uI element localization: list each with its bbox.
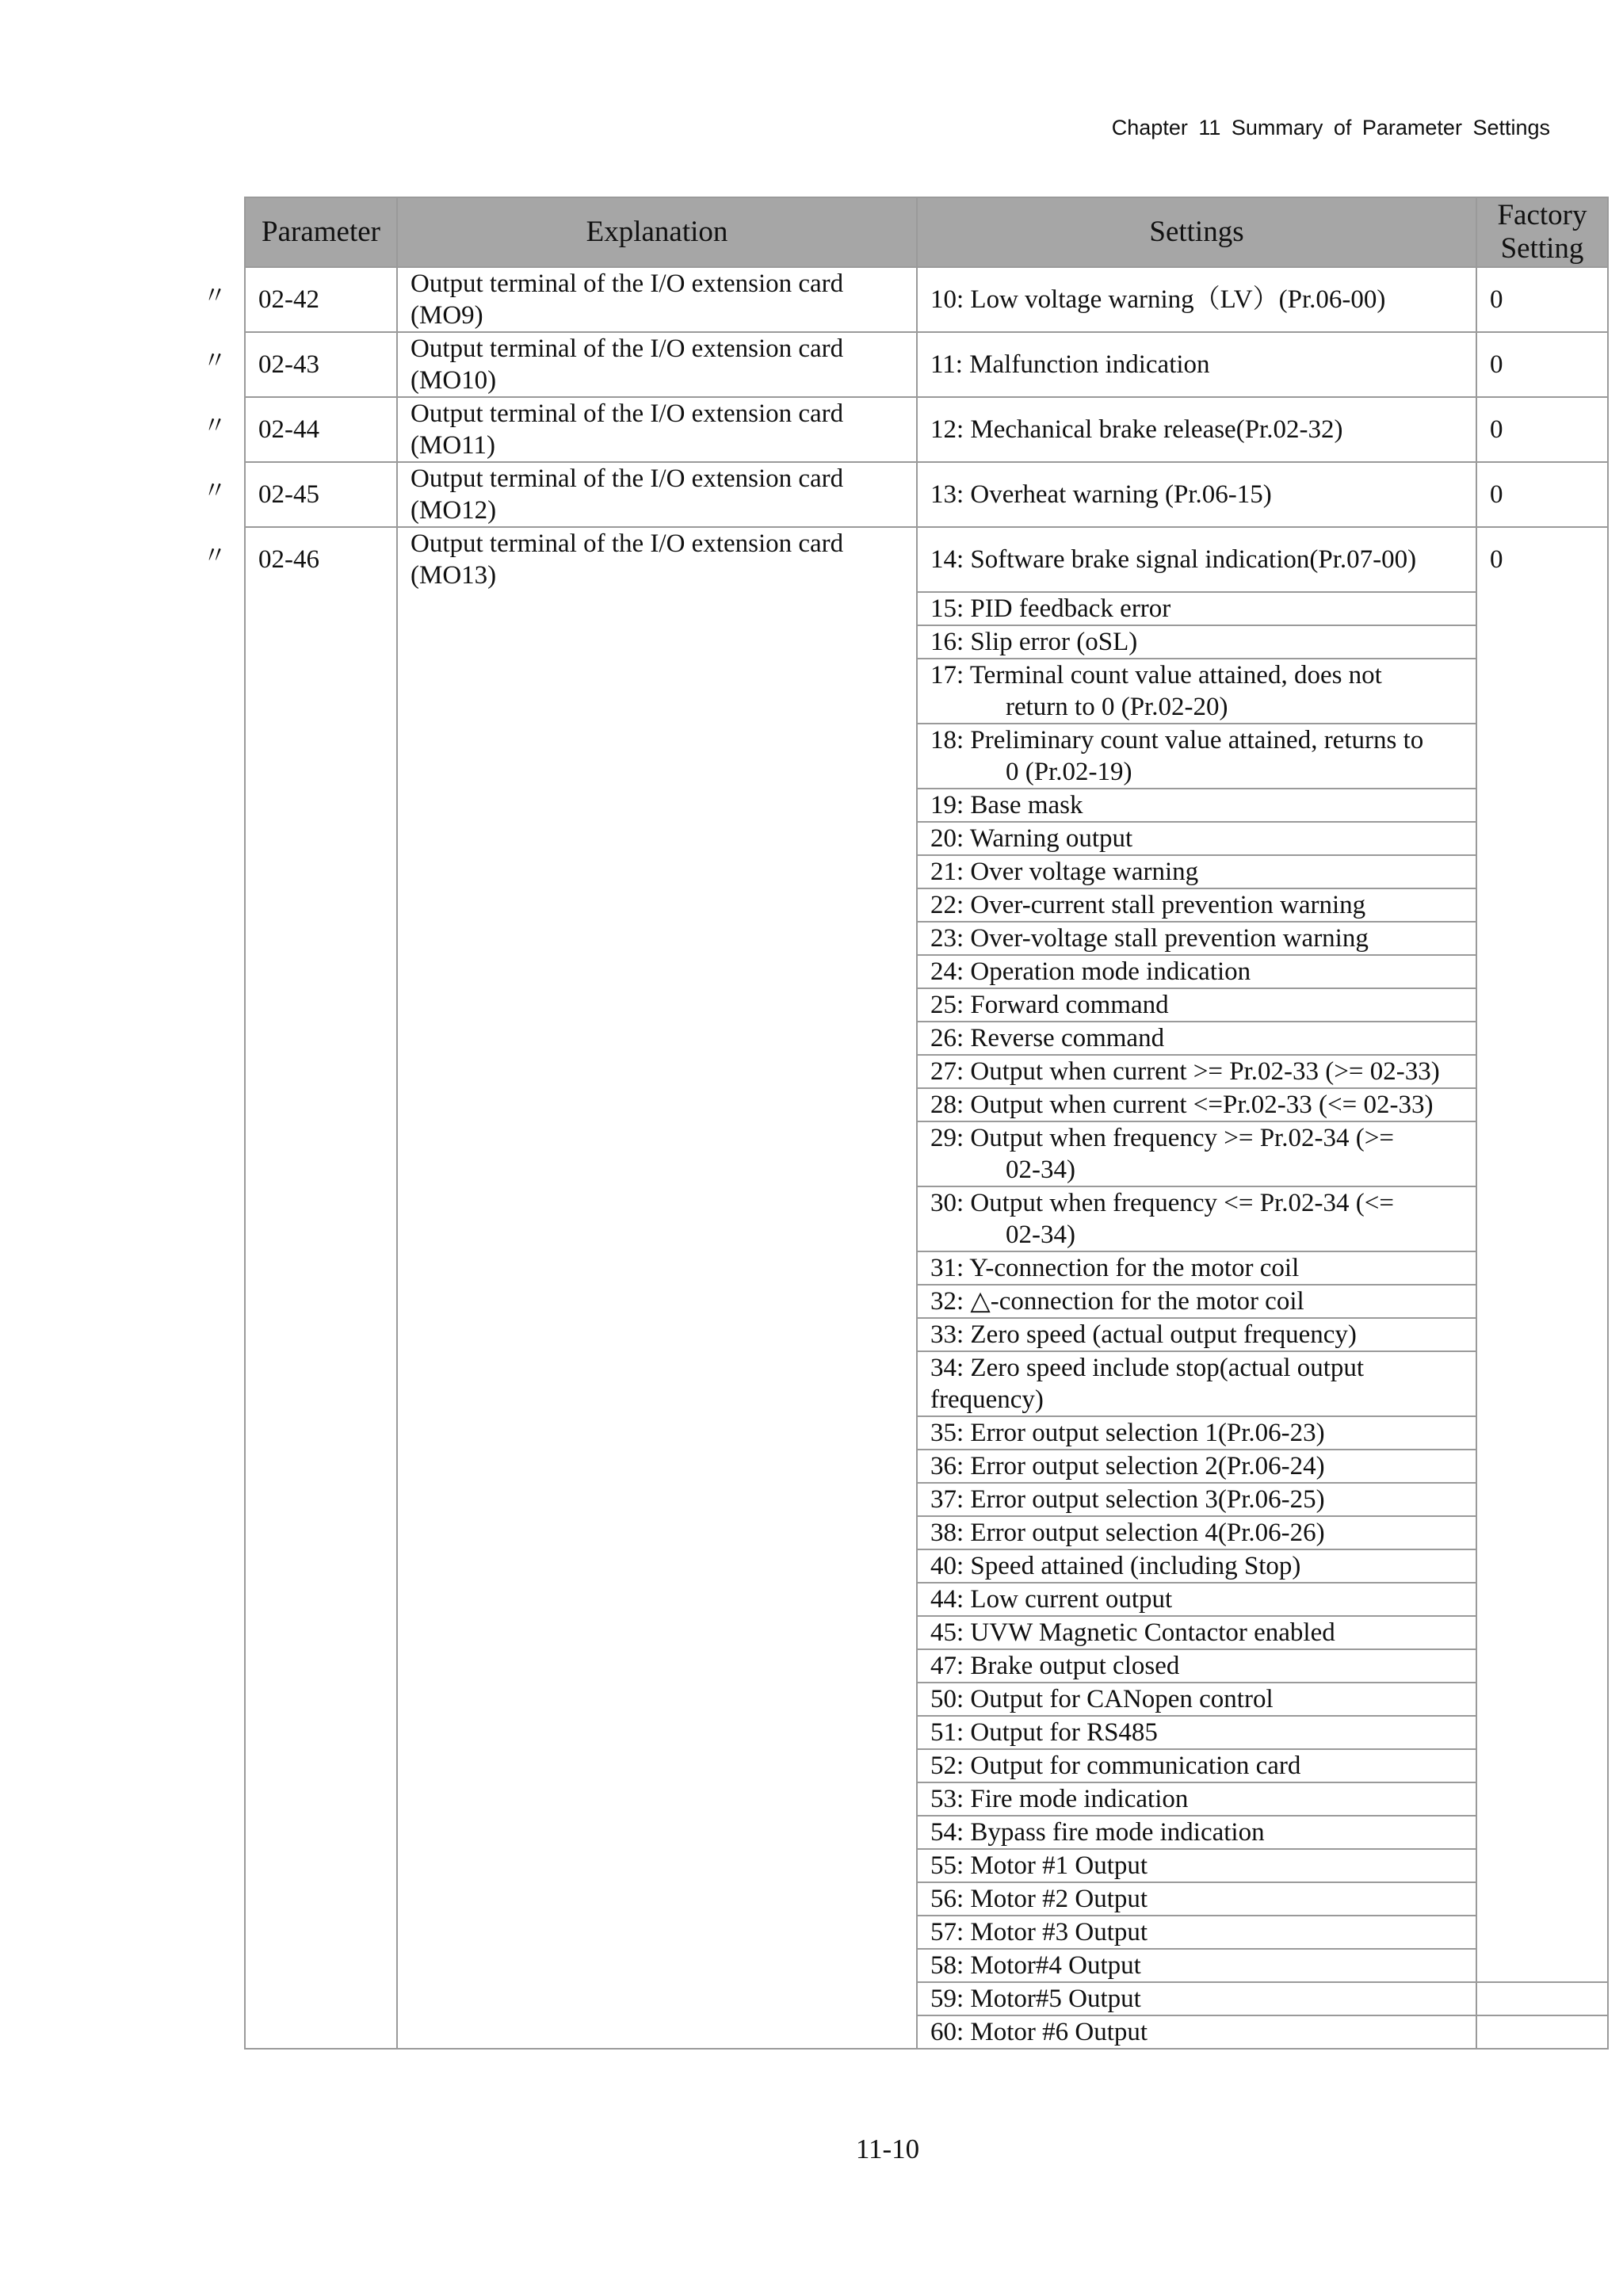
table-row — [245, 462, 1608, 527]
setting-option: 52: Output for communication card — [917, 1749, 1476, 1782]
setting-option-continuation: 0 (Pr.02-19) — [1006, 758, 1132, 786]
table-row — [245, 527, 1608, 592]
factory-header-line2: Setting — [1500, 232, 1584, 265]
setting-option: 36: Error output selection 2(Pr.06-24) — [917, 1450, 1476, 1483]
setting-option: 58: Motor#4 Output — [917, 1949, 1476, 1982]
parameter-setting: 13: Overheat warning (Pr.06-15) — [917, 462, 1476, 527]
setting-option: 21: Over voltage warning — [917, 855, 1476, 888]
parameter-setting: 11: Malfunction indication — [917, 332, 1476, 397]
page-number: 11-10 — [855, 2134, 920, 2164]
setting-option-continuation: 02-34) — [1006, 1156, 1075, 1184]
setting-option: 57: Motor #3 Output — [917, 1916, 1476, 1949]
column-header-explanation: Explanation — [397, 197, 917, 267]
setting-option: 23: Over-voltage stall prevention warning — [917, 922, 1476, 955]
parameter-code: 02-43 — [245, 332, 397, 397]
setting-option-text: 30: Output when frequency <= Pr.02-34 (<= — [930, 1189, 1394, 1217]
parameter-setting: 12: Mechanical brake release(Pr.02-32) — [917, 397, 1476, 462]
setting-option: 22: Over-current stall prevention warning — [917, 888, 1476, 922]
setting-option-text: 18: Preliminary count value attained, returns to — [930, 726, 1424, 755]
column-header-factory-setting — [1476, 197, 1608, 267]
parameter-explanation: Output terminal of the I/O extension card (MO9) — [397, 267, 917, 332]
setting-option: 40: Speed attained (including Stop) — [917, 1549, 1476, 1583]
parameter-code: 02-45 — [245, 462, 397, 527]
parameter-explanation: Output terminal of the I/O extension card (MO13) — [397, 527, 917, 2049]
factory-setting-value: 0 — [1476, 397, 1608, 462]
setting-option: 37: Error output selection 3(Pr.06-25) — [917, 1483, 1476, 1516]
setting-option: 55: Motor #1 Output — [917, 1849, 1476, 1882]
factory-setting-value: 0 — [1476, 332, 1608, 397]
setting-option: 15: PID feedback error — [917, 592, 1476, 625]
setting-option: 53: Fire mode indication — [917, 1782, 1476, 1816]
setting-option: 26: Reverse command — [917, 1022, 1476, 1055]
parameter-code: 02-44 — [245, 397, 397, 462]
adjustable-during-operation-icon: 〃 — [203, 542, 227, 570]
setting-option: 47: Brake output closed — [917, 1649, 1476, 1683]
factory-setting-empty — [1476, 2015, 1608, 2049]
setting-option: 38: Error output selection 4(Pr.06-26) — [917, 1516, 1476, 1549]
parameter-explanation: Output terminal of the I/O extension card (MO10) — [397, 332, 917, 397]
adjustable-during-operation-icon: 〃 — [203, 347, 227, 375]
table-header-row — [245, 197, 1608, 267]
setting-option: 19: Base mask — [917, 789, 1476, 822]
parameter-code: 02-42 — [245, 267, 397, 332]
setting-option — [917, 1121, 1476, 1186]
setting-option: 32: △-connection for the motor coil — [917, 1285, 1476, 1318]
setting-option-continuation: 02-34) — [1006, 1221, 1075, 1249]
parameter-setting: 14: Software brake signal indication(Pr.07-00) — [917, 527, 1476, 592]
adjustable-during-operation-icon: 〃 — [203, 282, 227, 310]
setting-option — [917, 1186, 1476, 1251]
setting-option: 25: Forward command — [917, 988, 1476, 1022]
table-row — [245, 267, 1608, 332]
parameter-explanation: Output terminal of the I/O extension card (MO11) — [397, 397, 917, 462]
setting-option — [917, 724, 1476, 789]
setting-option: 44: Low current output — [917, 1583, 1476, 1616]
setting-option: 28: Output when current <=Pr.02-33 (<= 02-33) — [917, 1088, 1476, 1121]
setting-option-continuation: return to 0 (Pr.02-20) — [1006, 693, 1228, 721]
setting-option: 24: Operation mode indication — [917, 955, 1476, 988]
table-row — [245, 332, 1608, 397]
setting-option: 31: Y-connection for the motor coil — [917, 1251, 1476, 1285]
table-body — [245, 267, 1608, 2049]
setting-option: 54: Bypass fire mode indication — [917, 1816, 1476, 1849]
setting-option: 50: Output for CANopen control — [917, 1683, 1476, 1716]
setting-option: 34: Zero speed include stop(actual output frequency) — [917, 1351, 1476, 1416]
factory-setting-value: 0 — [1476, 462, 1608, 527]
setting-option: 33: Zero speed (actual output frequency) — [917, 1318, 1476, 1351]
adjustable-during-operation-icon: 〃 — [203, 477, 227, 505]
setting-option: 20: Warning output — [917, 822, 1476, 855]
parameter-code: 02-46 — [245, 527, 397, 2049]
setting-option: 16: Slip error (oSL) — [917, 625, 1476, 659]
parameter-table — [244, 197, 1609, 2050]
factory-setting-value: 0 — [1476, 527, 1608, 1982]
setting-option: 60: Motor #6 Output — [917, 2015, 1476, 2049]
setting-option-text: 17: Terminal count value attained, does not — [930, 661, 1382, 690]
factory-setting-value: 0 — [1476, 267, 1608, 332]
column-header-settings: Settings — [917, 197, 1476, 267]
table-row — [245, 397, 1608, 462]
factory-setting-empty — [1476, 1982, 1608, 2015]
adjustable-during-operation-icon: 〃 — [203, 412, 227, 440]
setting-option: 27: Output when current >= Pr.02-33 (>= 02-33) — [917, 1055, 1476, 1088]
setting-option: 51: Output for RS485 — [917, 1716, 1476, 1749]
setting-option: 56: Motor #2 Output — [917, 1882, 1476, 1916]
chapter-header: Chapter 11 Summary of Parameter Settings — [1111, 116, 1550, 139]
factory-header-line1: Factory — [1497, 199, 1587, 231]
setting-option-text: 29: Output when frequency >= Pr.02-34 (>= — [930, 1124, 1394, 1152]
setting-option: 59: Motor#5 Output — [917, 1982, 1476, 2015]
setting-option — [917, 659, 1476, 724]
parameter-setting: 10: Low voltage warning（LV）(Pr.06-00) — [917, 267, 1476, 332]
parameter-explanation: Output terminal of the I/O extension card (MO12) — [397, 462, 917, 527]
column-header-parameter: Parameter — [245, 197, 397, 267]
setting-option: 45: UVW Magnetic Contactor enabled — [917, 1616, 1476, 1649]
setting-option: 35: Error output selection 1(Pr.06-23) — [917, 1416, 1476, 1450]
